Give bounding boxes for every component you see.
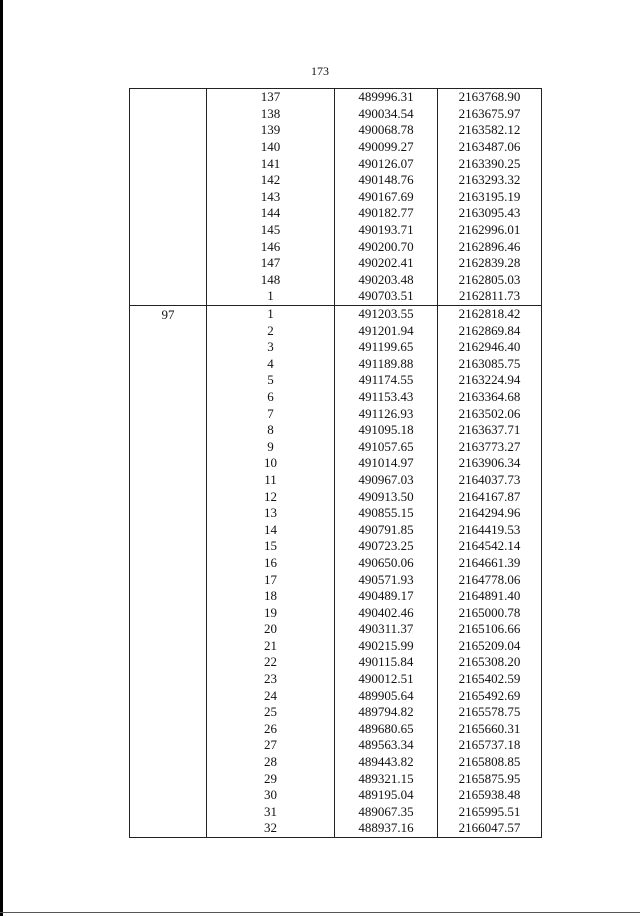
x-coordinate-cell: 490126.07 <box>335 155 438 172</box>
y-coordinate-cell: 2162896.46 <box>438 238 542 255</box>
vertex-number-cell: 31 <box>207 804 335 821</box>
parcel-number-cell: 97 <box>130 305 207 837</box>
x-coordinate-cell: 490068.78 <box>335 122 438 139</box>
vertex-number-cell: 140 <box>207 139 335 156</box>
x-coordinate-cell: 488937.16 <box>335 820 438 837</box>
x-coordinate-cell: 489443.82 <box>335 754 438 771</box>
table-row <box>130 305 542 322</box>
vertex-number-cell: 12 <box>207 488 335 505</box>
vertex-number-cell: 7 <box>207 405 335 422</box>
vertex-number-cell: 147 <box>207 255 335 272</box>
y-coordinate-cell: 2162811.73 <box>438 288 542 305</box>
vertex-number-cell: 28 <box>207 754 335 771</box>
y-coordinate-cell: 2165737.18 <box>438 737 542 754</box>
x-coordinate-cell: 490182.77 <box>335 205 438 222</box>
y-coordinate-cell: 2163675.97 <box>438 106 542 123</box>
vertex-number-cell: 8 <box>207 422 335 439</box>
vertex-number-cell: 30 <box>207 787 335 804</box>
y-coordinate-cell: 2164891.40 <box>438 588 542 605</box>
x-coordinate-cell: 489680.65 <box>335 721 438 738</box>
y-coordinate-cell: 2164419.53 <box>438 521 542 538</box>
x-coordinate-cell: 490571.93 <box>335 571 438 588</box>
x-coordinate-cell: 490034.54 <box>335 106 438 123</box>
vertex-number-cell: 3 <box>207 339 335 356</box>
x-coordinate-cell: 490650.06 <box>335 555 438 572</box>
x-coordinate-cell: 489195.04 <box>335 787 438 804</box>
vertex-number-cell: 10 <box>207 455 335 472</box>
vertex-number-cell: 139 <box>207 122 335 139</box>
vertex-number-cell: 138 <box>207 106 335 123</box>
y-coordinate-cell: 2164037.73 <box>438 472 542 489</box>
vertex-number-cell: 27 <box>207 737 335 754</box>
vertex-number-cell: 1 <box>207 288 335 305</box>
x-coordinate-cell: 490967.03 <box>335 472 438 489</box>
x-coordinate-cell: 490012.51 <box>335 671 438 688</box>
vertex-number-cell: 141 <box>207 155 335 172</box>
y-coordinate-cell: 2162946.40 <box>438 339 542 356</box>
table-block <box>130 89 542 306</box>
x-coordinate-cell: 490703.51 <box>335 288 438 305</box>
vertex-number-cell: 148 <box>207 272 335 289</box>
y-coordinate-cell: 2166047.57 <box>438 820 542 837</box>
x-coordinate-cell: 490913.50 <box>335 488 438 505</box>
y-coordinate-cell: 2165578.75 <box>438 704 542 721</box>
vertex-number-cell: 22 <box>207 654 335 671</box>
vertex-number-cell: 20 <box>207 621 335 638</box>
vertex-number-cell: 5 <box>207 372 335 389</box>
vertex-number-cell: 2 <box>207 322 335 339</box>
x-coordinate-cell: 491189.88 <box>335 356 438 373</box>
x-coordinate-cell: 490200.70 <box>335 238 438 255</box>
y-coordinate-cell: 2165938.48 <box>438 787 542 804</box>
x-coordinate-cell: 490402.46 <box>335 604 438 621</box>
x-coordinate-cell: 490489.17 <box>335 588 438 605</box>
y-coordinate-cell: 2162869.84 <box>438 322 542 339</box>
x-coordinate-cell: 489996.31 <box>335 89 438 106</box>
y-coordinate-cell: 2163582.12 <box>438 122 542 139</box>
x-coordinate-cell: 491014.97 <box>335 455 438 472</box>
y-coordinate-cell: 2164778.06 <box>438 571 542 588</box>
x-coordinate-cell: 490791.85 <box>335 521 438 538</box>
vertex-number-cell: 26 <box>207 721 335 738</box>
vertex-number-cell: 11 <box>207 472 335 489</box>
y-coordinate-cell: 2163293.32 <box>438 172 542 189</box>
vertex-number-cell: 9 <box>207 438 335 455</box>
x-coordinate-cell: 491153.43 <box>335 389 438 406</box>
vertex-number-cell: 25 <box>207 704 335 721</box>
y-coordinate-cell: 2164542.14 <box>438 538 542 555</box>
vertex-number-cell: 18 <box>207 588 335 605</box>
vertex-number-cell: 19 <box>207 604 335 621</box>
vertex-number-cell: 23 <box>207 671 335 688</box>
y-coordinate-cell: 2165106.66 <box>438 621 542 638</box>
x-coordinate-cell: 491126.93 <box>335 405 438 422</box>
x-coordinate-cell: 490167.69 <box>335 189 438 206</box>
x-coordinate-cell: 489905.64 <box>335 687 438 704</box>
y-coordinate-cell: 2165308.20 <box>438 654 542 671</box>
vertex-number-cell: 16 <box>207 555 335 572</box>
y-coordinate-cell: 2164167.87 <box>438 488 542 505</box>
y-coordinate-cell: 2162996.01 <box>438 222 542 239</box>
y-coordinate-cell: 2163224.94 <box>438 372 542 389</box>
y-coordinate-cell: 2162839.28 <box>438 255 542 272</box>
y-coordinate-cell: 2165000.78 <box>438 604 542 621</box>
y-coordinate-cell: 2163768.90 <box>438 89 542 106</box>
y-coordinate-cell: 2165660.31 <box>438 721 542 738</box>
coordinates-table <box>129 88 542 838</box>
y-coordinate-cell: 2165808.85 <box>438 754 542 771</box>
vertex-number-cell: 143 <box>207 189 335 206</box>
x-coordinate-cell: 491174.55 <box>335 372 438 389</box>
x-coordinate-cell: 490723.25 <box>335 538 438 555</box>
y-coordinate-cell: 2163487.06 <box>438 139 542 156</box>
y-coordinate-cell: 2165402.59 <box>438 671 542 688</box>
vertex-number-cell: 14 <box>207 521 335 538</box>
x-coordinate-cell: 490203.48 <box>335 272 438 289</box>
x-coordinate-cell: 490099.27 <box>335 139 438 156</box>
y-coordinate-cell: 2165209.04 <box>438 638 542 655</box>
x-coordinate-cell: 489563.34 <box>335 737 438 754</box>
y-coordinate-cell: 2163502.06 <box>438 405 542 422</box>
page-number: 173 <box>311 64 329 78</box>
y-coordinate-cell: 2164294.96 <box>438 505 542 522</box>
vertex-number-cell: 142 <box>207 172 335 189</box>
x-coordinate-cell: 490193.71 <box>335 222 438 239</box>
scan-left-edge <box>0 0 3 916</box>
vertex-number-cell: 17 <box>207 571 335 588</box>
y-coordinate-cell: 2164661.39 <box>438 555 542 572</box>
y-coordinate-cell: 2163095.43 <box>438 205 542 222</box>
y-coordinate-cell: 2163637.71 <box>438 422 542 439</box>
vertex-number-cell: 15 <box>207 538 335 555</box>
vertex-number-cell: 24 <box>207 687 335 704</box>
vertex-number-cell: 4 <box>207 356 335 373</box>
x-coordinate-cell: 491201.94 <box>335 322 438 339</box>
y-coordinate-cell: 2163195.19 <box>438 189 542 206</box>
x-coordinate-cell: 490855.15 <box>335 505 438 522</box>
vertex-number-cell: 6 <box>207 389 335 406</box>
vertex-number-cell: 32 <box>207 820 335 837</box>
x-coordinate-cell: 489067.35 <box>335 804 438 821</box>
y-coordinate-cell: 2163390.25 <box>438 155 542 172</box>
vertex-number-cell: 1 <box>207 305 335 322</box>
y-coordinate-cell: 2162805.03 <box>438 272 542 289</box>
table-block <box>130 305 542 837</box>
vertex-number-cell: 21 <box>207 638 335 655</box>
vertex-number-cell: 137 <box>207 89 335 106</box>
y-coordinate-cell: 2163085.75 <box>438 356 542 373</box>
vertex-number-cell: 144 <box>207 205 335 222</box>
vertex-number-cell: 13 <box>207 505 335 522</box>
y-coordinate-cell: 2163364.68 <box>438 389 542 406</box>
y-coordinate-cell: 2163773.27 <box>438 438 542 455</box>
y-coordinate-cell: 2165492.69 <box>438 687 542 704</box>
x-coordinate-cell: 490148.76 <box>335 172 438 189</box>
x-coordinate-cell: 489794.82 <box>335 704 438 721</box>
vertex-number-cell: 29 <box>207 770 335 787</box>
scan-bottom-edge <box>0 912 640 913</box>
x-coordinate-cell: 490311.37 <box>335 621 438 638</box>
table-row <box>130 89 542 106</box>
x-coordinate-cell: 491057.65 <box>335 438 438 455</box>
y-coordinate-cell: 2165875.95 <box>438 770 542 787</box>
x-coordinate-cell: 489321.15 <box>335 770 438 787</box>
x-coordinate-cell: 491095.18 <box>335 422 438 439</box>
parcel-number-cell <box>130 89 207 306</box>
x-coordinate-cell: 491199.65 <box>335 339 438 356</box>
vertex-number-cell: 146 <box>207 238 335 255</box>
x-coordinate-cell: 490215.99 <box>335 638 438 655</box>
x-coordinate-cell: 491203.55 <box>335 305 438 322</box>
y-coordinate-cell: 2165995.51 <box>438 804 542 821</box>
y-coordinate-cell: 2162818.42 <box>438 305 542 322</box>
vertex-number-cell: 145 <box>207 222 335 239</box>
x-coordinate-cell: 490115.84 <box>335 654 438 671</box>
y-coordinate-cell: 2163906.34 <box>438 455 542 472</box>
x-coordinate-cell: 490202.41 <box>335 255 438 272</box>
